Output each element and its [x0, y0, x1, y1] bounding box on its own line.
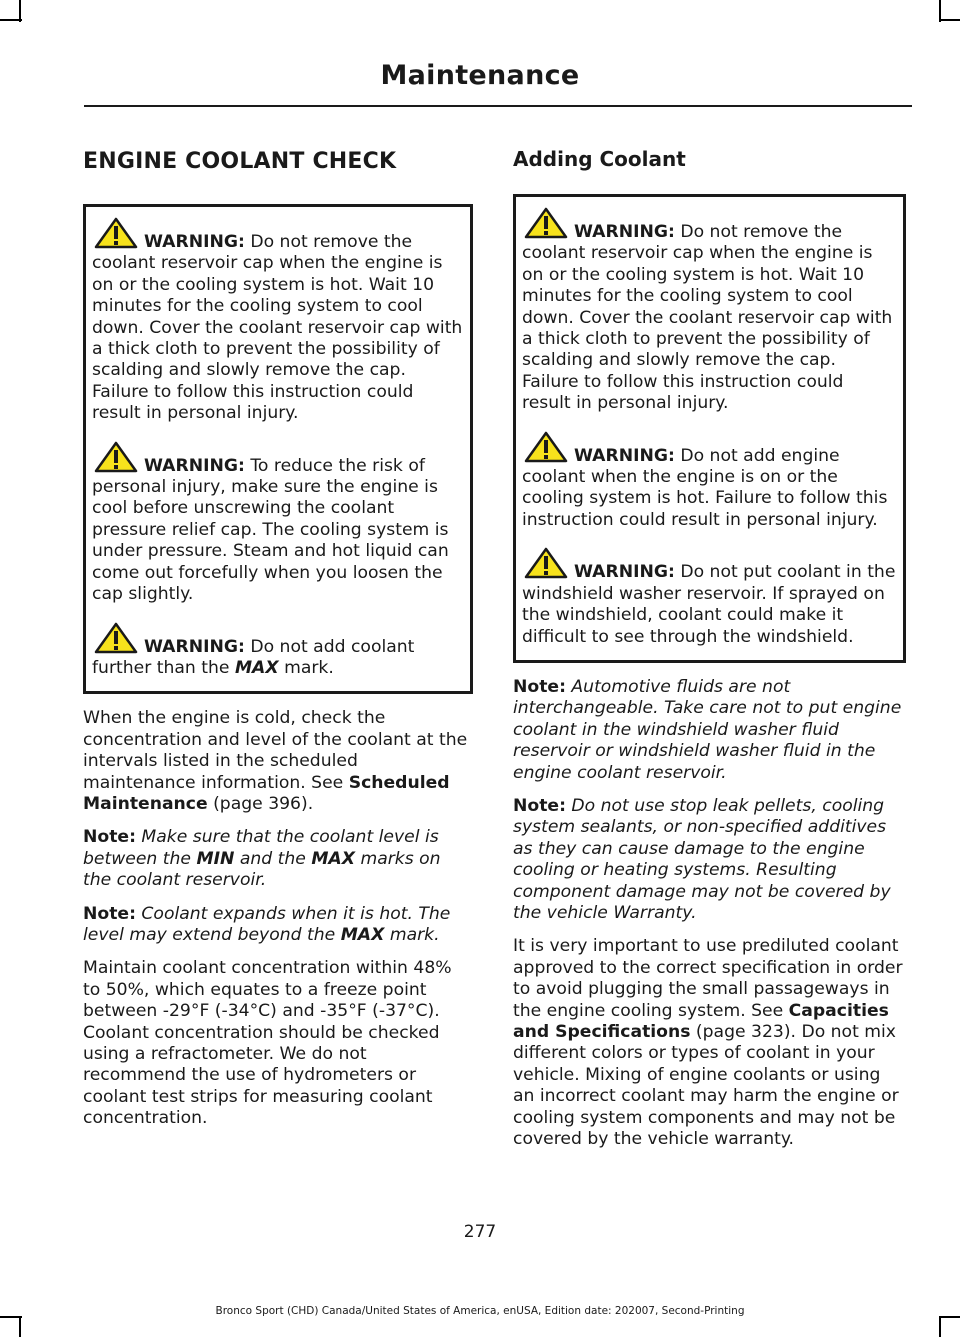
- crop-mark-top-left-horizontal: [0, 19, 22, 21]
- warning-triangle-icon: [524, 547, 568, 579]
- warning-item: [522, 207, 897, 415]
- warning-label: WARNING:: [144, 636, 245, 657]
- note-label: Note:: [513, 795, 566, 816]
- warning-item: [522, 431, 897, 532]
- warning-item: [522, 547, 897, 648]
- warning-label: WARNING:: [144, 232, 245, 252]
- warning-triangle-icon: [94, 217, 138, 249]
- note-fluids-not-interchangeable: [513, 677, 906, 784]
- warning-triangle-icon: [524, 431, 568, 463]
- warning-triangle-icon: [524, 207, 568, 239]
- header-rule: [84, 105, 912, 107]
- note-coolant-expands: [83, 904, 473, 947]
- note-stop-leak: [513, 796, 906, 924]
- note-emphasis: MAX: [311, 848, 355, 869]
- section-heading-adding-coolant: Adding Coolant: [513, 147, 686, 171]
- note-text: and the: [239, 848, 306, 869]
- warning-label: WARNING:: [574, 222, 675, 242]
- paragraph-text: (page 323). Do not mix different colors or types of coolant in your vehicle. Mixing of engine coolants or using an incorrect coolant may harm the engine or cooling system components and may not be covered by the vehicle warranty.: [513, 1022, 899, 1150]
- crop-mark-bottom-left-vertical: [19, 1316, 21, 1337]
- warning-label: WARNING:: [574, 445, 675, 466]
- note-text: marks on the coolant reservoir.: [83, 848, 441, 891]
- note-label: Note:: [83, 903, 136, 924]
- warning-item: [92, 441, 464, 606]
- link-capacities-and-specifications[interactable]: Capacities and Specifications: [513, 1000, 889, 1042]
- page-footer: Bronco Sport (CHD) Canada/United States of America, enUSA, Edition date: 202007, Second-Printing: [215, 1305, 745, 1317]
- warning-text: Do not remove the coolant reservoir cap when the engine is on or the cooling system is hot. Wait 10 minutes for the cooling system to cool down. Cover the coolant reservoir cap with a thick cloth to prevent the possibility of scalding and slowly remove the cap. Failure to follow this instruction could result in personal injury.: [522, 222, 893, 414]
- warning-text: Do not remove the coolant reservoir cap when the engine is on or the cooling system is hot. Wait 10 minutes for the cooling system to cool down. Cover the coolant reservoir cap with a thick cloth to prevent the possibility of scalding and slowly remove the cap. Failure to follow this instruction could result in personal injury.: [92, 232, 463, 424]
- warning-item: [92, 217, 464, 425]
- paragraph-prediluted-coolant: [513, 936, 906, 1150]
- paragraph-concentration: Maintain coolant concentration within 48% to 50%, which equates to a freeze point between -29°F (-34°C) and -35°F (-37°C). Coolant concentration should be checked using a refractometer. We do not recommend the use of hydrometers or coolant test strips for measuring coolant concentration.: [83, 958, 452, 1129]
- note-text: Coolant expands when it is hot. The level may extend beyond the: [83, 903, 451, 945]
- note-text: Do not use stop leak pellets, cooling system sealants, or non-specified additives as they can cause damage to the engine cooling or heating systems. Resulting component damage may not be covered by the vehicle Warranty.: [513, 795, 891, 923]
- warning-emphasis: MAX: [234, 657, 279, 678]
- warning-text: To reduce the risk of personal injury, make sure the engine is cool before unscrewing the coolant pressure relief cap. The cooling system is under pressure. Steam and hot liquid can come out forcefully when you loosen the cap slightly.: [92, 455, 449, 605]
- paragraph-check-coolant: [83, 708, 473, 815]
- warning-box-left: [83, 204, 473, 694]
- left-column: [83, 140, 473, 1142]
- page-header-title: Maintenance: [380, 60, 580, 91]
- warning-text: Do not add engine coolant when the engine is on or the cooling system is hot. Failure to follow this instruction could result in personal injury.: [522, 445, 888, 530]
- right-column: [513, 140, 906, 1162]
- warning-item: [92, 622, 464, 680]
- warning-box-right: [513, 194, 906, 663]
- page-number: 277: [463, 1222, 497, 1242]
- paragraph-text: It is very important to use prediluted coolant approved to the correct specification in order to avoid plugging the small passageways in the engine cooling system. See: [513, 936, 903, 1021]
- note-text: mark.: [389, 924, 440, 945]
- section-heading-engine-coolant-check: ENGINE COOLANT CHECK: [83, 149, 397, 174]
- warning-text: Do not put coolant in the windshield washer reservoir. If sprayed on the windshield, coolant could make it difficult to see through the windshield.: [522, 562, 896, 647]
- warning-triangle-icon: [94, 441, 138, 473]
- warning-label: WARNING:: [574, 562, 675, 583]
- link-scheduled-maintenance[interactable]: Scheduled Maintenance: [83, 772, 450, 814]
- crop-mark-bottom-right-vertical: [939, 1316, 941, 1337]
- page-reference: (page 396).: [213, 793, 314, 814]
- note-emphasis: MIN: [196, 848, 235, 869]
- note-emphasis: MAX: [340, 924, 385, 945]
- note-text: Make sure that the coolant level is between the: [83, 827, 439, 869]
- note-label: Note:: [83, 827, 136, 848]
- warning-text: Do not add coolant further than the: [92, 636, 415, 678]
- warning-triangle-icon: [94, 622, 138, 654]
- paragraph-text: When the engine is cold, check the concentration and level of the coolant at the intervals listed in the scheduled maintenance information. See: [83, 708, 468, 793]
- crop-mark-top-right-horizontal: [939, 19, 960, 21]
- note-coolant-level: [83, 827, 473, 891]
- note-text: Automotive fluids are not interchangeable. Take care not to put engine coolant in the windshield washer fluid reservoir or windshield washer fluid in the engine coolant reservoir.: [513, 676, 902, 783]
- note-label: Note:: [513, 676, 566, 697]
- warning-label: WARNING:: [144, 455, 245, 476]
- warning-text: mark.: [284, 657, 334, 678]
